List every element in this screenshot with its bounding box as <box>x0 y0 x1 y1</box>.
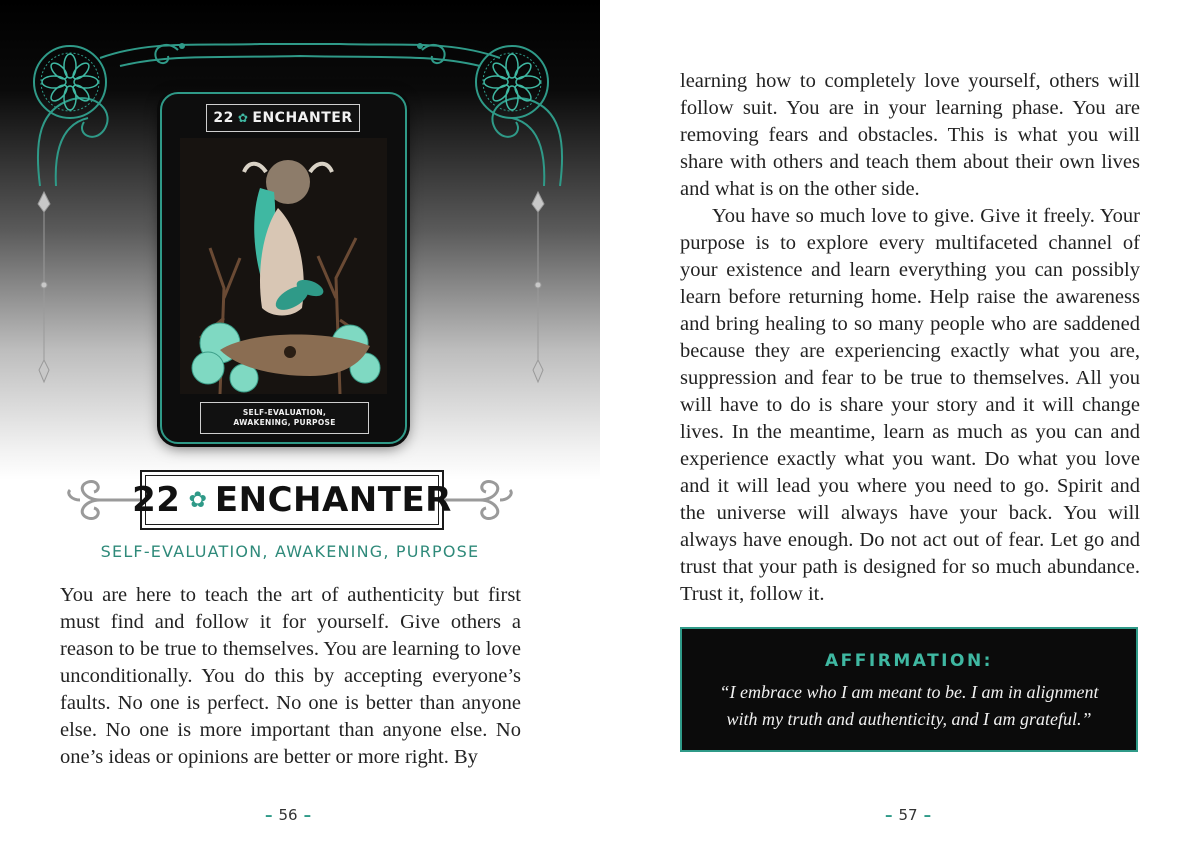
card-title-name: ENCHANTER <box>252 110 353 126</box>
right-paragraph-1: learning how to completely love yourself, others will follow suit. You are in your learning phase. You are removing fears and obstacles. This is what you will share with others and teach them about their own lives and what is on the other side. <box>680 70 1140 200</box>
card-name-banner <box>60 470 520 530</box>
affirmation-text <box>682 679 1136 733</box>
affirmation-title: AFFIRMATION: <box>825 651 993 671</box>
right-body-text <box>680 68 1140 608</box>
page-number-right: – 57 – <box>885 806 932 824</box>
card-illustration <box>180 138 387 394</box>
flower-ornament-icon: ✿ <box>188 487 207 512</box>
mandala-icon <box>476 46 548 118</box>
card-title-number: 22 <box>213 110 234 126</box>
card-footer-line1: SELF-EVALUATION, <box>242 408 327 417</box>
banner-number: 22 <box>132 480 181 520</box>
affirmation-box <box>680 627 1138 752</box>
affirmation-line-2: with my truth and authenticity, and I am grateful.” <box>726 709 1092 729</box>
card-footer <box>200 402 369 434</box>
page-number-left: – 56 – <box>265 806 312 824</box>
card-title <box>206 104 360 132</box>
left-body-text: You are here to teach the art of authenticity but first must find and follow it for yourself. Give others a reason to be true to themselves. You are learning to love unconditionally. You do this by accepting everyone’s faults. No one is perfect. No one is better than anyone else. No one is more important than anyone else. No one’s ideas or opinions are better or more right. By <box>60 584 521 768</box>
banner-name: ENCHANTER <box>214 480 452 520</box>
banner-title <box>132 470 452 530</box>
affirmation-line-1: “I embrace who I am meant to be. I am in alignment <box>719 682 1099 702</box>
flower-ornament-icon: ✿ <box>237 111 249 125</box>
mandala-icon <box>34 46 106 118</box>
card-keywords: SELF-EVALUATION, AWAKENING, PURPOSE <box>100 542 480 561</box>
scroll-flourish-icon <box>60 476 142 524</box>
right-paragraph-2: You have so much love to give. Give it freely. Your purpose is to explore every multifaceted channel of your existence and learn everything you can possibly learn before returning home. Help raise the awareness and bring healing to so many people who are saddened because they are experiencing exactly what you are, suppression and fear to be true to themselves. All you will have to do is share your story and it will change lives. In the meantime, learn as much as you can and experience exactly what you want. Do what you love and it will lead you where you need to go. Spirit and the universe will always have your back. You will always have enough. Do not act out of fear. Let go and trust that your path is designed for so much abundance. Trust it, follow it. <box>680 205 1140 605</box>
card-footer-line2: AWAKENING, PURPOSE <box>233 418 336 427</box>
tarot-card <box>160 92 407 444</box>
